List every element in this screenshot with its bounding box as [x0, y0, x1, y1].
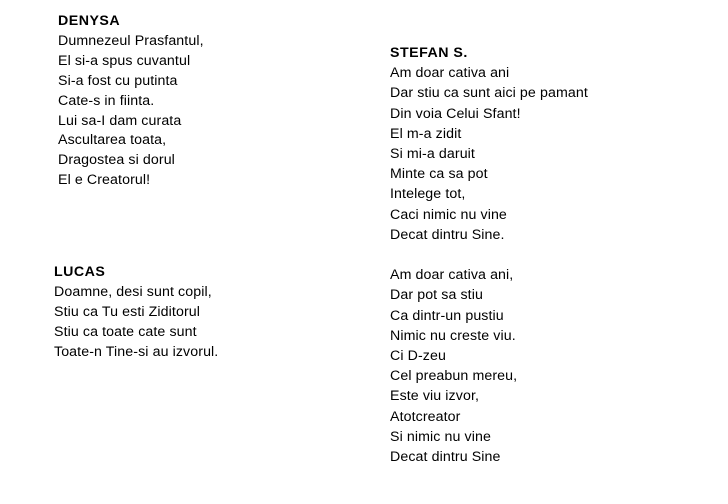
poem-line: Am doar cativa ani, [390, 267, 514, 284]
poem-author-stefan: STEFAN S. [390, 45, 468, 61]
poem-line: Dar pot sa stiu [390, 287, 483, 304]
poem-line: Ca dintr-un pustiu [390, 307, 504, 324]
poem-line: Toate-n Tine-si au izvorul. [54, 344, 219, 361]
poem-lucas [54, 262, 218, 362]
poem-line: Decat dintru Sine. [390, 226, 505, 243]
poem-line: Stiu ca toate cate sunt [54, 324, 197, 341]
poem-line: El e Creatorul! [58, 172, 151, 189]
poem-line: Ascultarea toata, [58, 132, 167, 149]
poem-stanza [390, 265, 588, 467]
poem-line: Caci nimic nu vine [390, 206, 507, 223]
poem-line: El si-a spus cuvantul [58, 52, 191, 69]
poem-line: Dumnezeul Prasfantul, [58, 32, 204, 49]
poem-line: Este viu izvor, [390, 388, 480, 405]
poem-line: Dar stiu ca sunt aici pe pamant [390, 85, 588, 102]
poem-line: Intelege tot, [390, 186, 466, 203]
poem-line: Decat dintru Sine [390, 449, 501, 466]
poem-line: Si nimic nu vine [390, 428, 491, 445]
stanza-spacer [390, 245, 588, 265]
poem-author-lucas: LUCAS [54, 264, 106, 280]
poem-line: Cel preabun mereu, [390, 368, 518, 385]
poem-stanza [390, 63, 588, 245]
poem-line: Stiu ca Tu esti Ziditorul [54, 304, 201, 321]
poem-line: Atotcreator [390, 408, 461, 425]
poem-author-denysa: DENYSA [58, 13, 121, 29]
poem-line: Lui sa-I dam curata [58, 112, 182, 129]
poem-line: El m-a zidit [390, 125, 462, 142]
poem-line: Nimic nu creste viu. [390, 327, 516, 344]
poem-line: Dragostea si dorul [58, 152, 175, 169]
poem-line: Din voia Celui Sfant! [390, 105, 521, 122]
poem-line: Minte ca sa pot [390, 166, 488, 183]
poem-denysa [58, 12, 204, 191]
poem-line: Am doar cativa ani [390, 65, 510, 82]
poem-line: Si mi-a daruit [390, 146, 475, 163]
poem-line: Cate-s in fiinta. [58, 92, 155, 109]
poem-line: Si-a fost cu putinta [58, 72, 178, 89]
poem-line: Ci D-zeu [390, 348, 446, 365]
poem-stefan [390, 43, 588, 467]
poem-line: Doamne, desi sunt copil, [54, 284, 212, 301]
